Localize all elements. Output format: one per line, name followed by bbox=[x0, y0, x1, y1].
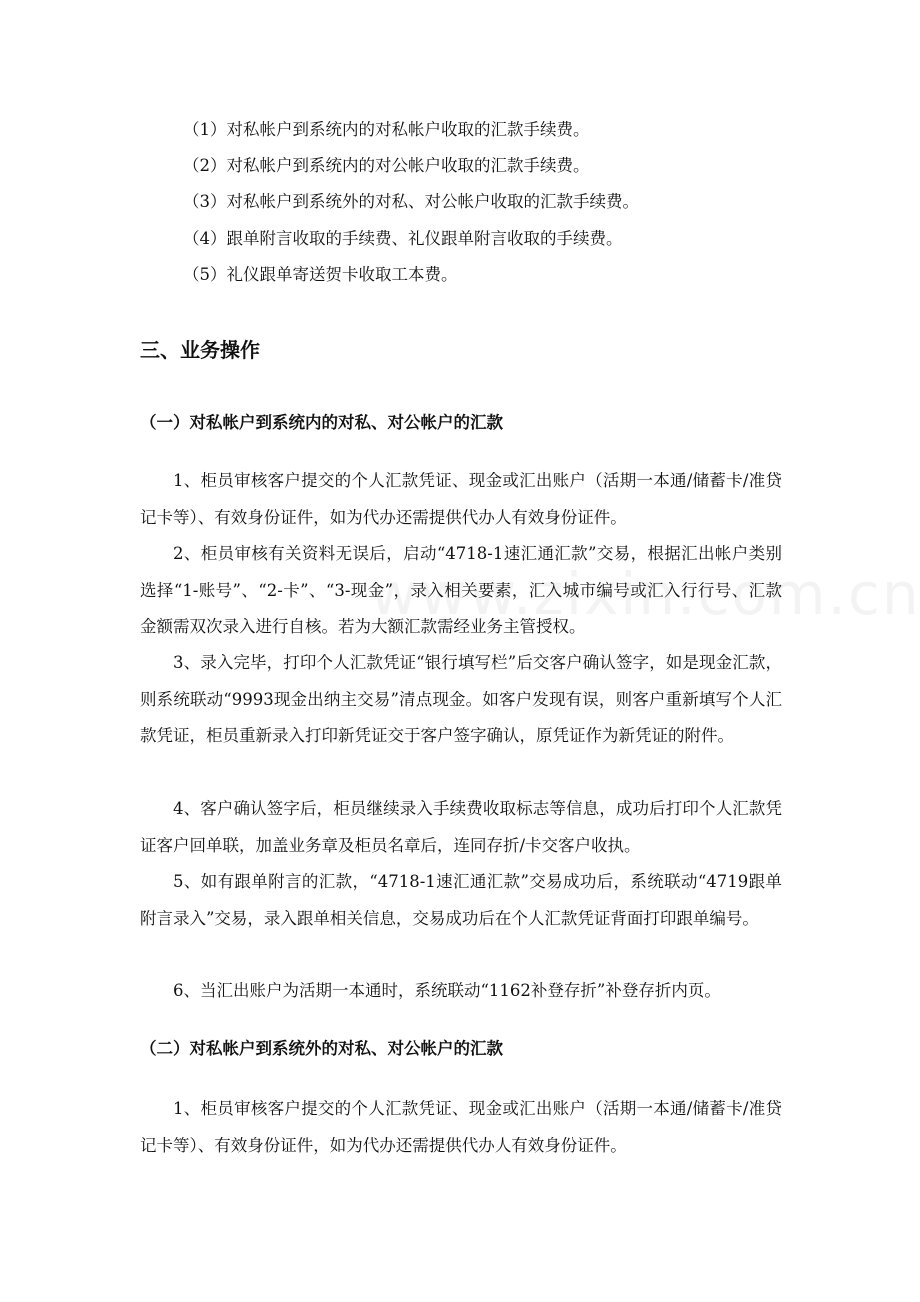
sub-heading-2: （二）对私帐户到系统外的对私、对公帐户的汇款 bbox=[140, 1039, 503, 1058]
fee-item-3: （3）对私帐户到系统外的对私、对公帐户收取的汇款手续费。 bbox=[183, 192, 639, 211]
fee-item-4: （4）跟单附言收取的手续费、礼仪跟单附言收取的手续费。 bbox=[183, 229, 623, 248]
paragraph-2-1: 1、柜员审核客户提交的个人汇款凭证、现金或汇出账户（活期一本通/储蓄卡/准贷记卡等）、有效身份证件，如为代办还需提供代办人有效身份证件。 bbox=[140, 1099, 782, 1155]
paragraph-1-5: 5、如有跟单附言的汇款，“4718-1速汇通汇款”交易成功后，系统联动“4719跟单附言录入”交易，录入跟单相关信息，交易成功后在个人汇款凭证背面打印跟单编号。 bbox=[140, 872, 782, 928]
fee-item-5: （5）礼仪跟单寄送贺卡收取工本费。 bbox=[183, 265, 458, 284]
paragraph-1-6: 6、当汇出账户为活期一本通时，系统联动“1162补登存折”补登存折内页。 bbox=[173, 981, 721, 1000]
fee-item-2: （2）对私帐户到系统内的对公帐户收取的汇款手续费。 bbox=[183, 156, 590, 175]
watermark bbox=[370, 560, 920, 628]
paragraph-1-2: 2、柜员审核有关资料无误后，启动“4718-1速汇通汇款”交易，根据汇出帐户类别选择“1-账号”、“2-卡”、“3-现金”，录入相关要素，汇入城市编号或汇入行行号、汇款金额需双次录入进行自核。若为大额汇款需经业务主管授权。 bbox=[140, 544, 782, 636]
paragraph-1-4: 4、客户确认签字后，柜员继续录入手续费收取标志等信息，成功后打印个人汇款凭证客户回单联，加盖业务章及柜员名章后，连同存折/卡交客户收执。 bbox=[140, 799, 782, 855]
paragraph-1-3: 3、录入完毕，打印个人汇款凭证“银行填写栏”后交客户确认签字，如是现金汇款，则系统联动“9993现金出纳主交易”清点现金。如客户发现有误，则客户重新填写个人汇款凭证，柜员重新录入打印新凭证交于客户签字确认，原凭证作为新凭证的附件。 bbox=[140, 653, 782, 745]
section-heading-operations: 三、业务操作 bbox=[140, 338, 260, 362]
sub-heading-1: （一）对私帐户到系统内的对私、对公帐户的汇款 bbox=[140, 413, 503, 432]
fee-item-1: （1）对私帐户到系统内的对私帐户收取的汇款手续费。 bbox=[183, 120, 590, 139]
paragraph-1-1: 1、柜员审核客户提交的个人汇款凭证、现金或汇出账户（活期一本通/储蓄卡/准贷记卡等）、有效身份证件，如为代办还需提供代办人有效身份证件。 bbox=[140, 471, 782, 527]
